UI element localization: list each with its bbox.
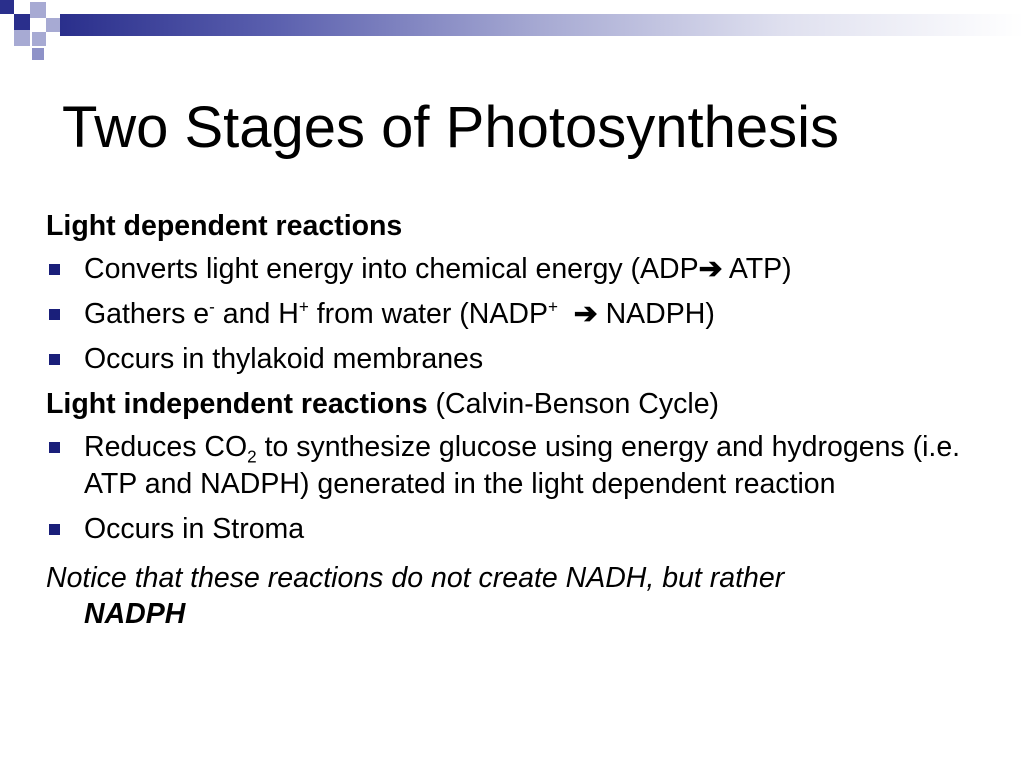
decorative-square-icon [32,32,46,46]
decorative-square-icon [30,2,46,18]
heading-note: (Calvin-Benson Cycle) [427,388,720,420]
superscript: + [298,297,309,317]
bullet-text: NADPH) [597,298,715,330]
superscript: + [547,297,558,317]
bullet-text: Occurs in thylakoid membranes [84,343,484,375]
superscript: - [209,297,215,317]
bullet-text: Gathers e [84,298,210,330]
slide-title: Two Stages of Photosynthesis [62,95,839,160]
section-heading-light-independent [46,386,986,422]
bullet-text: Reduces CO [84,431,248,463]
bullet-text: ATP) [722,253,792,285]
header-banner [0,0,1024,62]
list-item [46,429,986,503]
decorative-square-icon [46,18,60,32]
list-item [46,251,986,288]
decorative-square-icon [0,0,14,14]
heading-text: Light independent reactions [46,388,428,420]
bullet-text: from water (NADP [308,298,548,330]
notice-emphasis: NADPH [84,598,186,630]
notice-note [46,560,986,632]
square-bullet-icon [49,524,60,535]
list-item [46,296,986,333]
bullet-text: Occurs in Stroma [84,513,305,545]
square-bullet-icon [49,264,60,275]
bullet-list-light-dependent [46,251,986,378]
bullet-text: and H [214,298,299,330]
square-bullet-icon [49,354,60,365]
right-arrow-icon: ➔ [698,253,723,285]
slide-content [46,208,986,632]
bullet-list-light-independent [46,429,986,548]
list-item [46,341,986,378]
decorative-square-icon [14,14,30,30]
decorative-square-icon [14,30,30,46]
header-gradient-bar [60,14,1024,36]
notice-text: Notice that these reactions do not create NADH, but rather [46,562,785,594]
bullet-text: Converts light energy into chemical energy (ADP [84,253,699,285]
bullet-text: to synthesize glucose using energy and hydrogens (i.e. ATP and NADPH) generated in the light dependent reaction [84,431,961,500]
list-item [46,511,986,548]
section-heading-light-dependent: Light dependent reactions [46,210,403,242]
decorative-square-icon [32,48,44,60]
right-arrow-icon: ➔ [573,298,598,330]
subscript: 2 [247,447,257,467]
square-bullet-icon [49,442,60,453]
square-bullet-icon [49,309,60,320]
